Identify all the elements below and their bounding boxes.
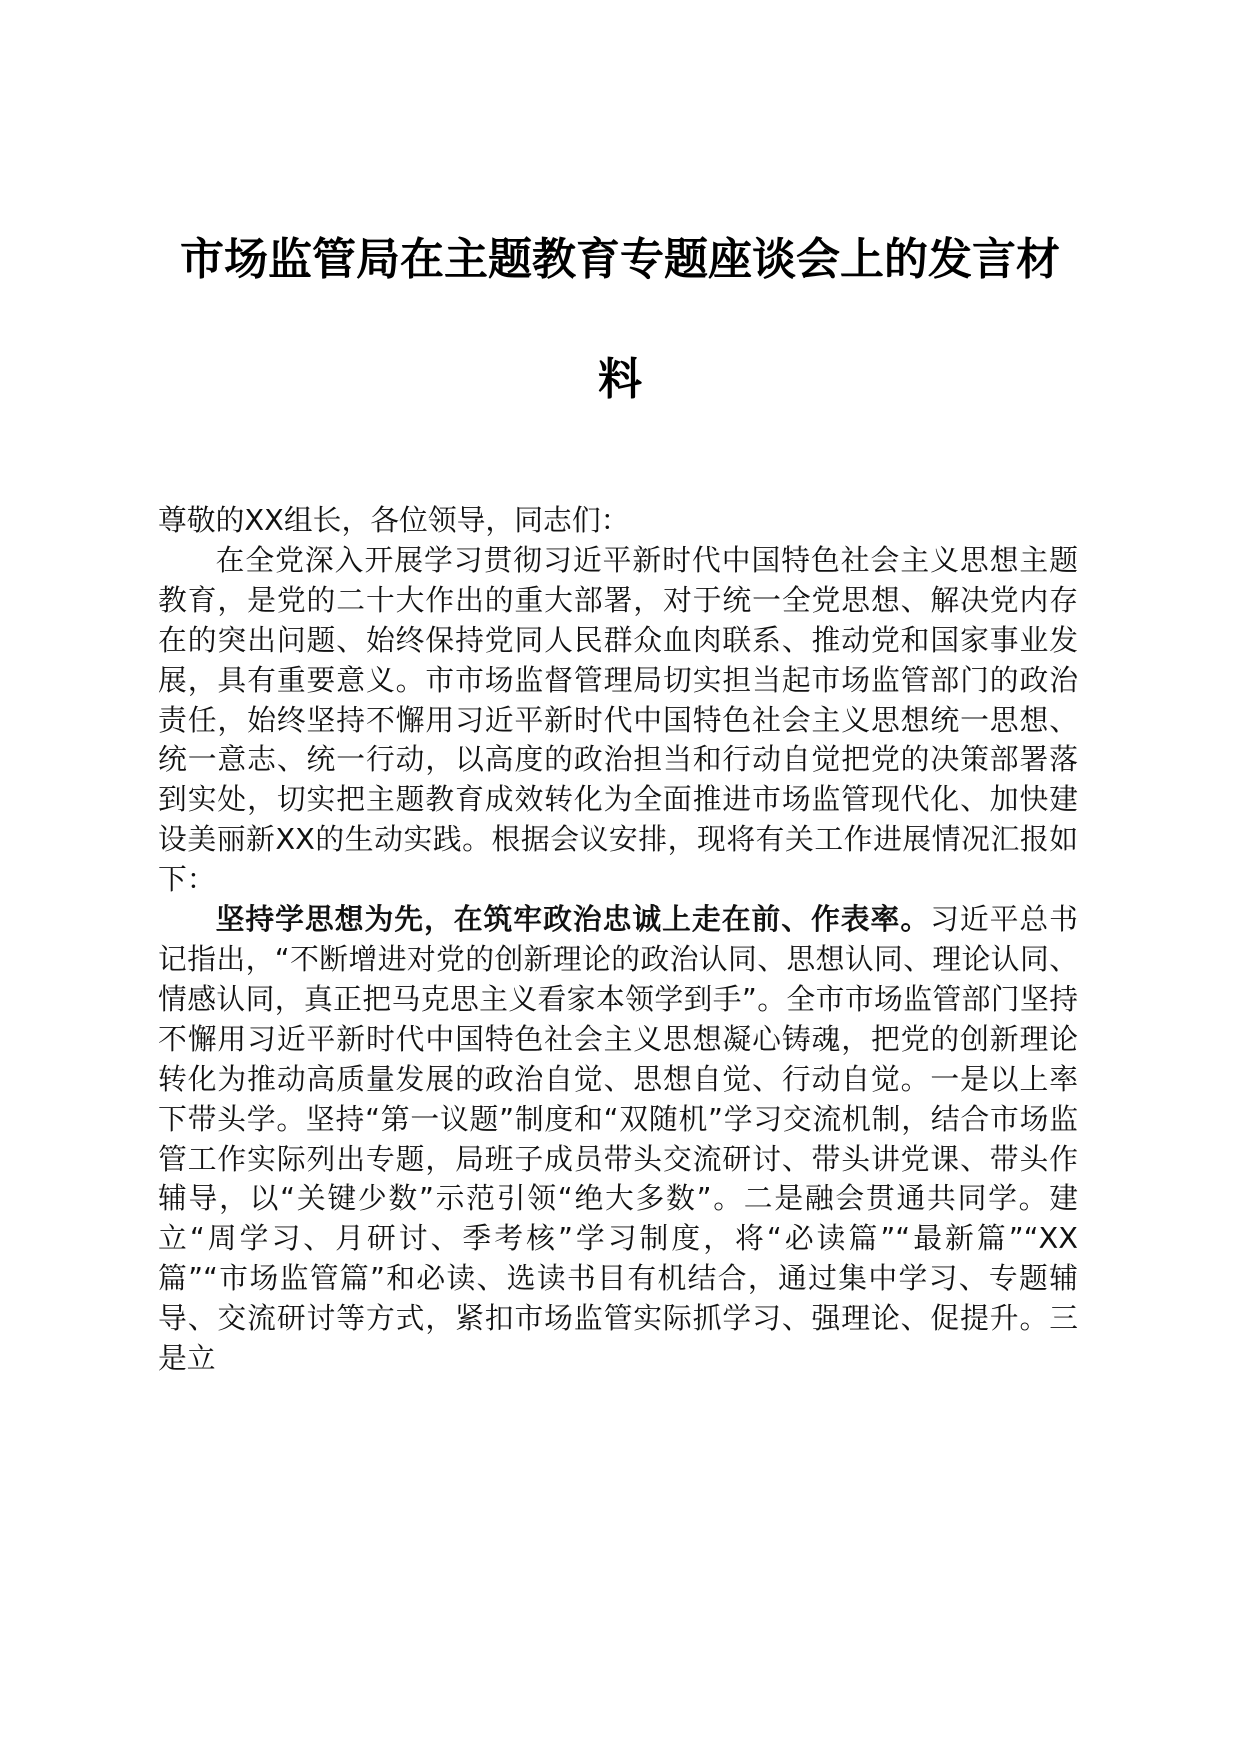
section-body: 习近平总书记指出，“不断增进对党的创新理论的政治认同、思想认同、理论认同、情感认同，真正把马克思主义看家本领学到手”。全市市场监管部门坚持不懈用习近平新时代中国特色社会主义思想凝心铸魂，把党的创新理论转化为推动高质量发展的政治自觉、思想自觉、行动自觉。一是以上率下带头学。坚持“第一议题”制度和“双随机”学习交流机制，结合市场监管工作实际列出专题，局班子成员带头交流研讨、带头讲党课、带头作辅导，以“关键少数”示范引领“绝大多数”。二是融会贯通共同学。建立“周学习、月研讨、季考核”学习制度，将“必读篇”“最新篇”“XX篇”“市场监管篇”和必读、选读书目有机结合，通过集中学习、专题辅导、交流研讨等方式，紧扣市场监管实际抓学习、强理论、促提升。三是立 — [158, 902, 1078, 1376]
document-title-line-1: 市场监管局在主题教育专题座谈会上的发言材 — [180, 234, 1060, 285]
paragraph-section-1 — [158, 900, 1078, 1379]
paragraph-intro: 在全党深入开展学习贯彻习近平新时代中国特色社会主义思想主题教育，是党的二十大作出的重大部署，对于统一全党思想、解决党内存在的突出问题、始终保持党同人民群众血肉联系、推动党和国家事业发展，具有重要意义。市市场监督管理局切实担当起市场监管部门的政治责任，始终坚持不懈用习近平新时代中国特色社会主义思想统一思想、统一意志、统一行动，以高度的政治担当和行动自觉把党的决策部署落到实处，切实把主题教育成效转化为全面推进市场监管现代化、加快建设美丽新XX的生动实践。根据会议安排，现将有关工作进展情况汇报如下： — [158, 542, 1078, 897]
document-body — [158, 501, 1078, 1379]
document-title-line-2: 料 — [598, 354, 642, 405]
salutation: 尊敬的XX组长，各位领导，同志们： — [158, 503, 630, 537]
section-heading: 坚持学思想为先，在筑牢政治忠诚上走在前、作表率。 — [215, 902, 931, 937]
